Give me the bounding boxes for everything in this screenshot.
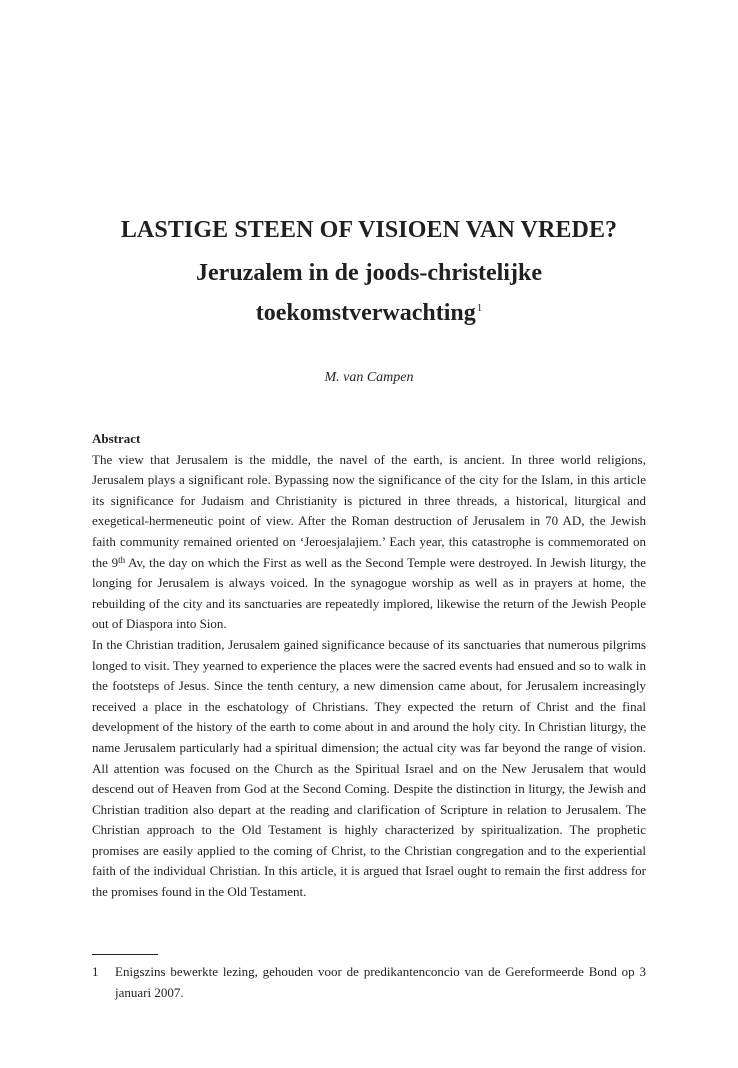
footnote-reference-marker: 1 bbox=[476, 302, 483, 314]
abstract-paragraph-1-part-1: The view that Jerusalem is the middle, the navel of the earth, is ancient. In three world religions, Jerusalem plays a significant role. Bypassing now the significance of the city for the Islam, in this article its significance for Judaism and Christianity is pictured in three threads, a historical, liturgical and exegetical-hermeneutic point of view. After the Roman destruction of Jerusalem in 70 AD, the Jewish faith community remained oriented on ‘Jeroesjalajiem.’ Each year, this catastrophe is commemorated on the 9 bbox=[92, 451, 646, 570]
article-title: LASTIGE STEEN OF VISIOEN VAN VREDE? bbox=[120, 217, 618, 243]
abstract-section bbox=[92, 429, 646, 903]
footnote-text: Enigszins bewerkte lezing, gehouden voor de predikantenconcio van de Gereformeerde Bond op 3 januari 2007. bbox=[115, 964, 646, 1000]
abstract-heading: Abstract bbox=[92, 431, 141, 446]
author-name: M. van Campen bbox=[324, 370, 414, 385]
ordinal-suffix: th bbox=[118, 554, 126, 565]
article-subtitle-line-2-text: toekomstverwachting bbox=[255, 300, 476, 326]
abstract-paragraph-1 bbox=[92, 450, 646, 635]
abstract-paragraph-1-part-2: Av, the day on which the First as well as the Second Temple were destroyed. In Jewish liturgy, the longing for Jerusalem is always voiced. In the synagogue worship as well as in prayers at home, the rebuilding of the city and its sanctuaries are repeatedly implored, likewise the return of the Jewish People out of Diaspora into Sion. bbox=[92, 554, 646, 632]
footnote bbox=[92, 962, 646, 1003]
footnote-separator bbox=[92, 954, 158, 955]
article-subtitle-line-1: Jeruzalem in de joods-christelijke bbox=[196, 260, 542, 286]
article-subtitle-line-2 bbox=[0, 298, 738, 328]
footnote-number: 1 bbox=[92, 964, 99, 979]
abstract-paragraph-2: In the Christian tradition, Jerusalem gained significance because of its sanctuaries that numerous pilgrims longed to visit. They yearned to experience the places were the sacred events had ensued and so to walk in the footsteps of Jesus. Since the tenth century, a new dimension came about, for Jerusalem increasingly received a place in the eschatology of Christians. They expected the return of Christ and the final development of the history of the earth to come about in and around the holy city. In Christian liturgy, the name Jerusalem particularly had a spiritual dimension; the actual city was far beyond the range of vision. All attention was focused on the Church as the Spiritual Israel and on the New Jerusalem that would descend out of Heaven from God at the Second Coming. Despite the distinction in liturgy, the Jewish and Christian tradition also depart at the reading and clarification of Scripture in relation to Jerusalem. The Christian approach to the Old Testament is highly characterized by spiritualization. The prophetic promises are easily applied to the coming of Christ, to the Christian congregation and to the experiential faith of the individual Christian. In this article, it is argued that Israel ought to remain the first address for the promises found in the Old Testament. bbox=[92, 636, 646, 900]
